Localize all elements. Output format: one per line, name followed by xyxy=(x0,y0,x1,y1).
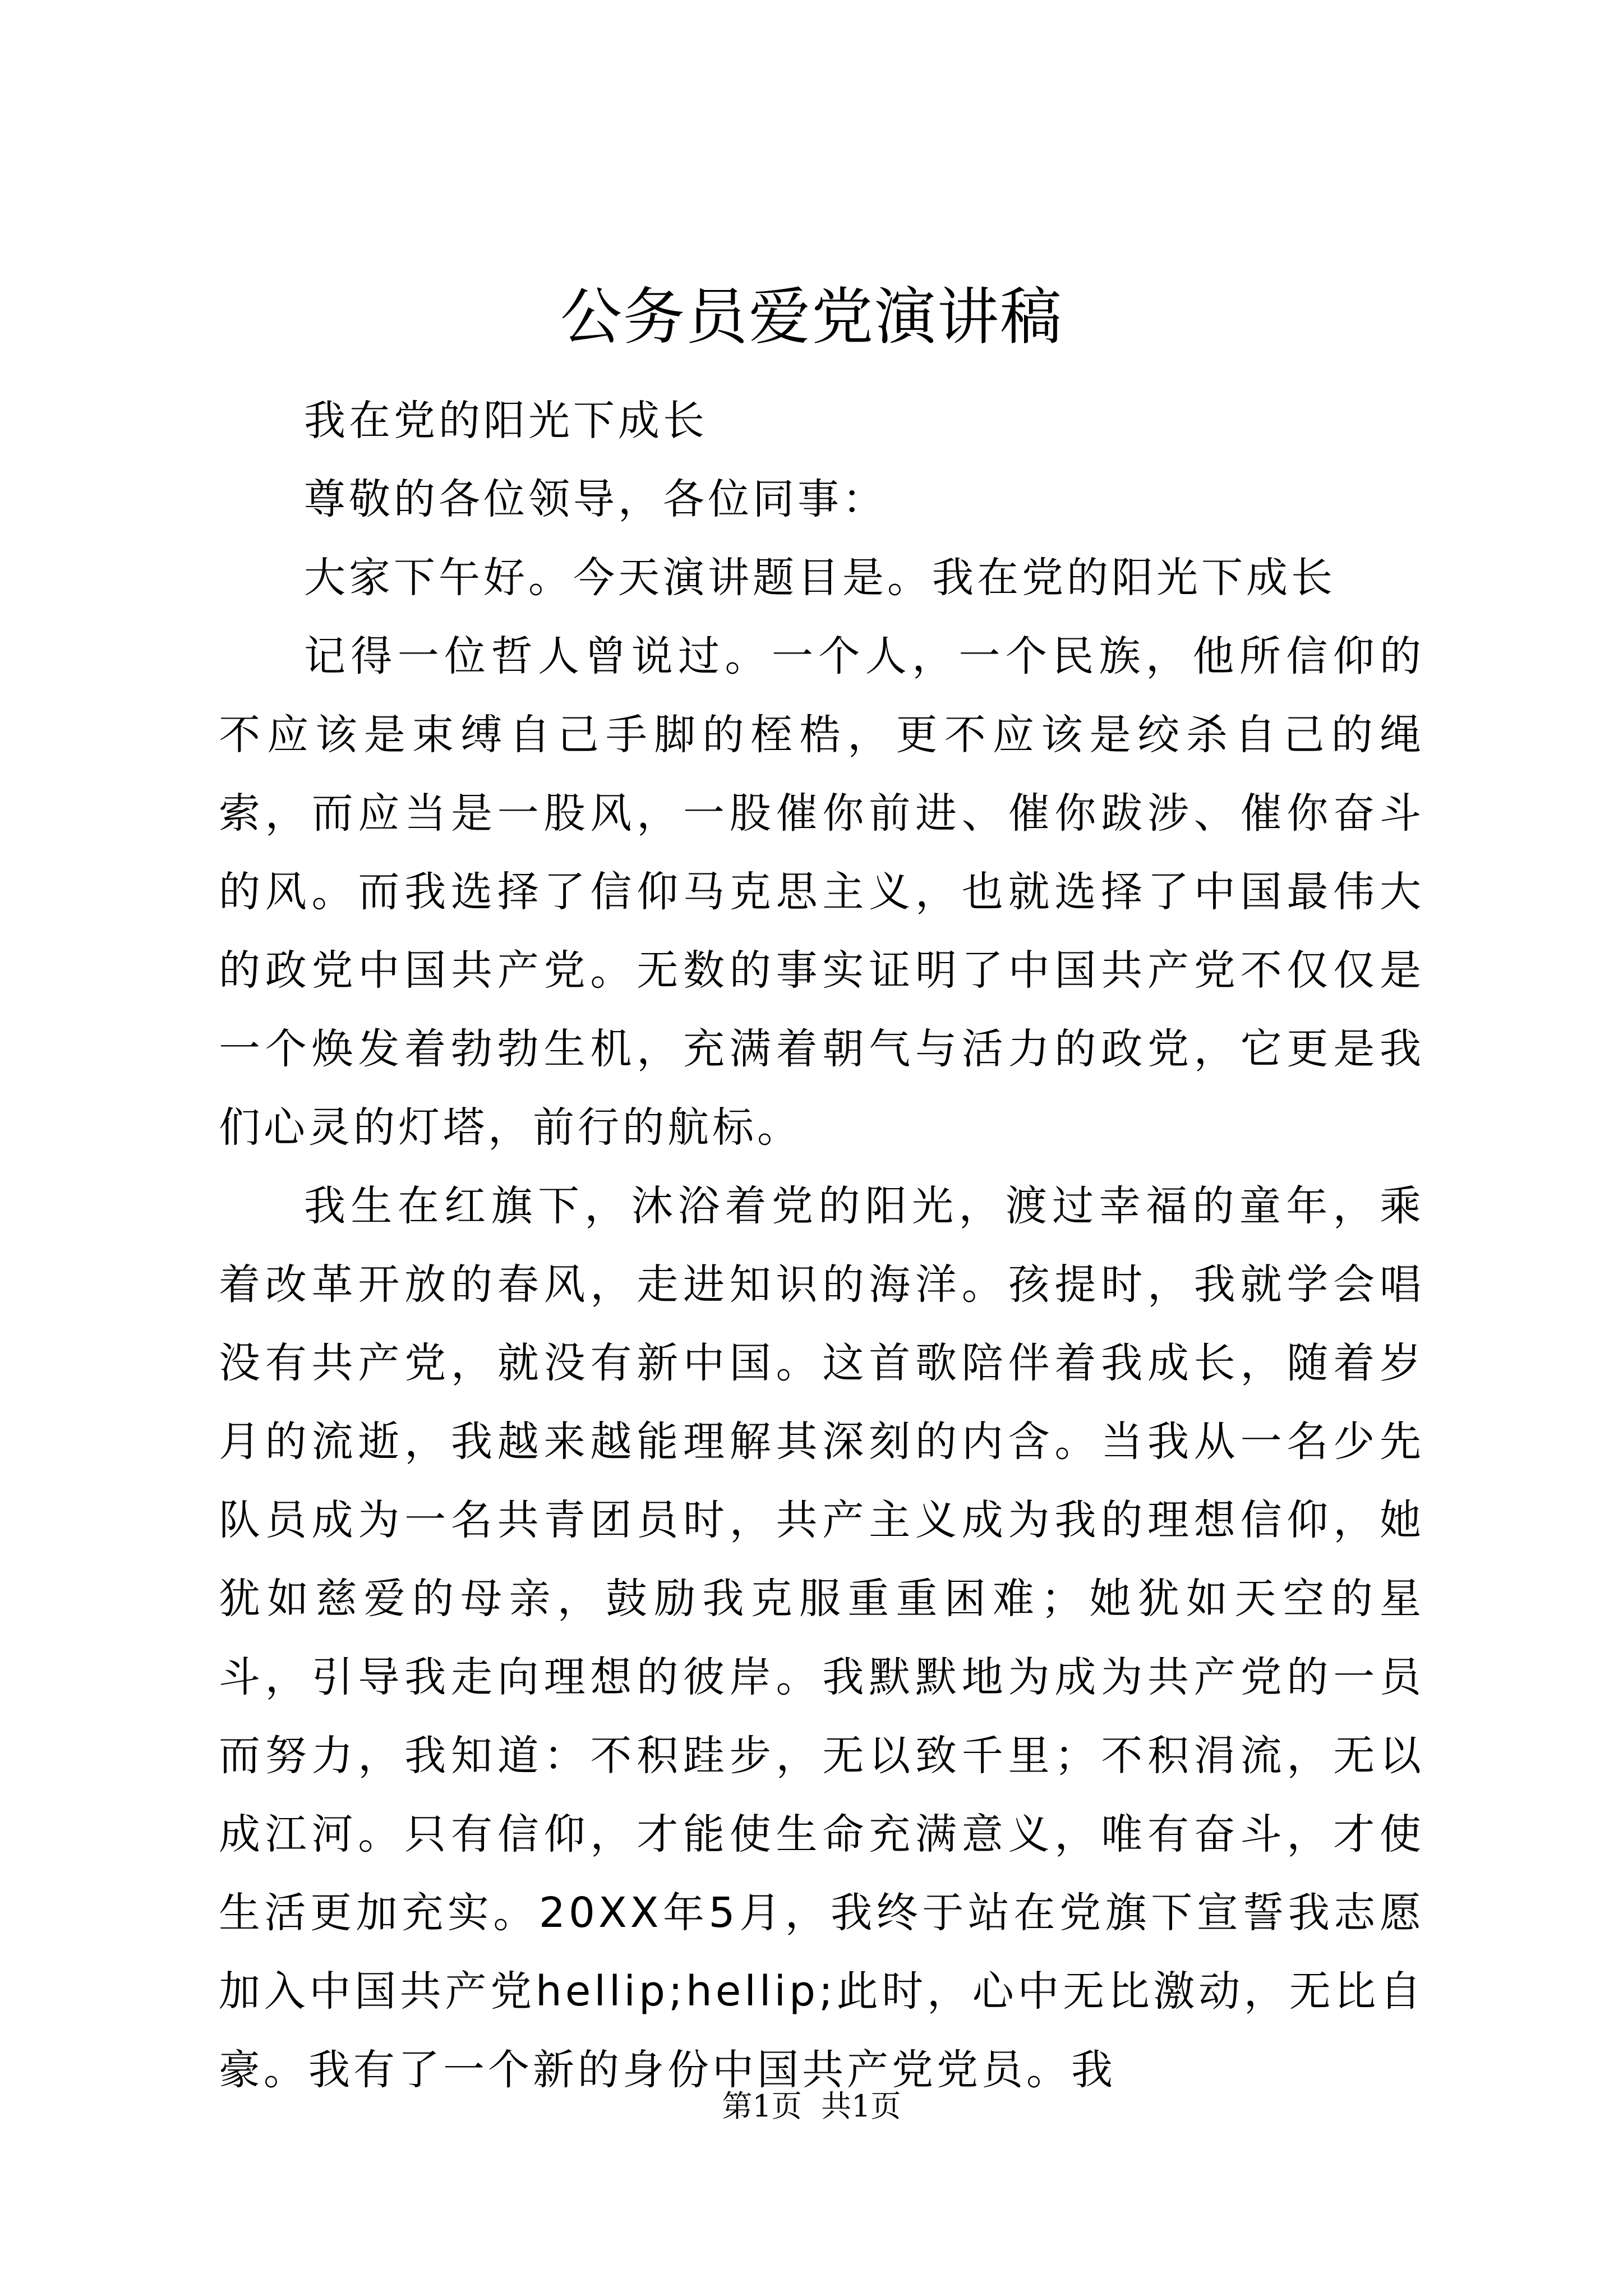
footer-mid: 页 共 xyxy=(771,2088,852,2124)
paragraph-greeting: 大家下午好。今天演讲题目是。我在党的阳光下成长 xyxy=(304,554,1336,602)
paragraph-salutation: 尊敬的各位领导，各位同事： xyxy=(304,475,887,523)
paragraph-subtitle: 我在党的阳光下成长 xyxy=(304,397,708,445)
footer-prefix: 第 xyxy=(722,2088,753,2124)
paragraph-body-1: 记得一位哲人曾说过。一个人，一个民族，他所信仰的不应该是束缚自己手脚的桎梏，更不应该是绞杀自己的绳索，而应当是一股风，一股催你前进、催你跋涉、催你奋斗的风。而我选择了信仰马克思主义，也就选择了中国最伟大的政党中国共产党。无数的事实证明了中国共产党不仅仅是一个焕发着勃勃生机，充满着朝气与活力的政党，它更是我们心灵的灯塔，前行的航标。 xyxy=(219,632,1424,1152)
footer-page-total: 1 xyxy=(851,2088,871,2124)
document-body xyxy=(219,381,1424,2109)
footer-page-number: 1 xyxy=(752,2088,772,2124)
document-title: 公务员爱党演讲稿 xyxy=(560,281,1063,353)
page-footer xyxy=(0,2087,1623,2126)
footer-suffix: 页 xyxy=(870,2088,901,2124)
paragraph-body-2: 我生在红旗下，沐浴着党的阳光，渡过幸福的童年，乘着改革开放的春风，走进知识的海洋。孩提时，我就学会唱没有共产党，就没有新中国。这首歌陪伴着我成长，随着岁月的流逝，我越来越能理解其深刻的内含。当我从一名少先队员成为一名共青团员时，共产主义成为我的理想信仰，她犹如慈爱的母亲，鼓励我克服重重困难；她犹如天空的星斗，引导我走向理想的彼岸。我默默地为成为共产党的一员而努力，我知道：不积跬步，无以致千里；不积涓流，无以成江河。只有信仰，才能使生命充满意义，唯有奋斗，才使生活更加充实。20XX年5月，我终于站在党旗下宣誓我志愿加入中国共产党hellip;hellip;此时，心中无比激动，无比自豪。我有了一个新的身份中国共产党党员。我 xyxy=(219,1182,1424,2094)
